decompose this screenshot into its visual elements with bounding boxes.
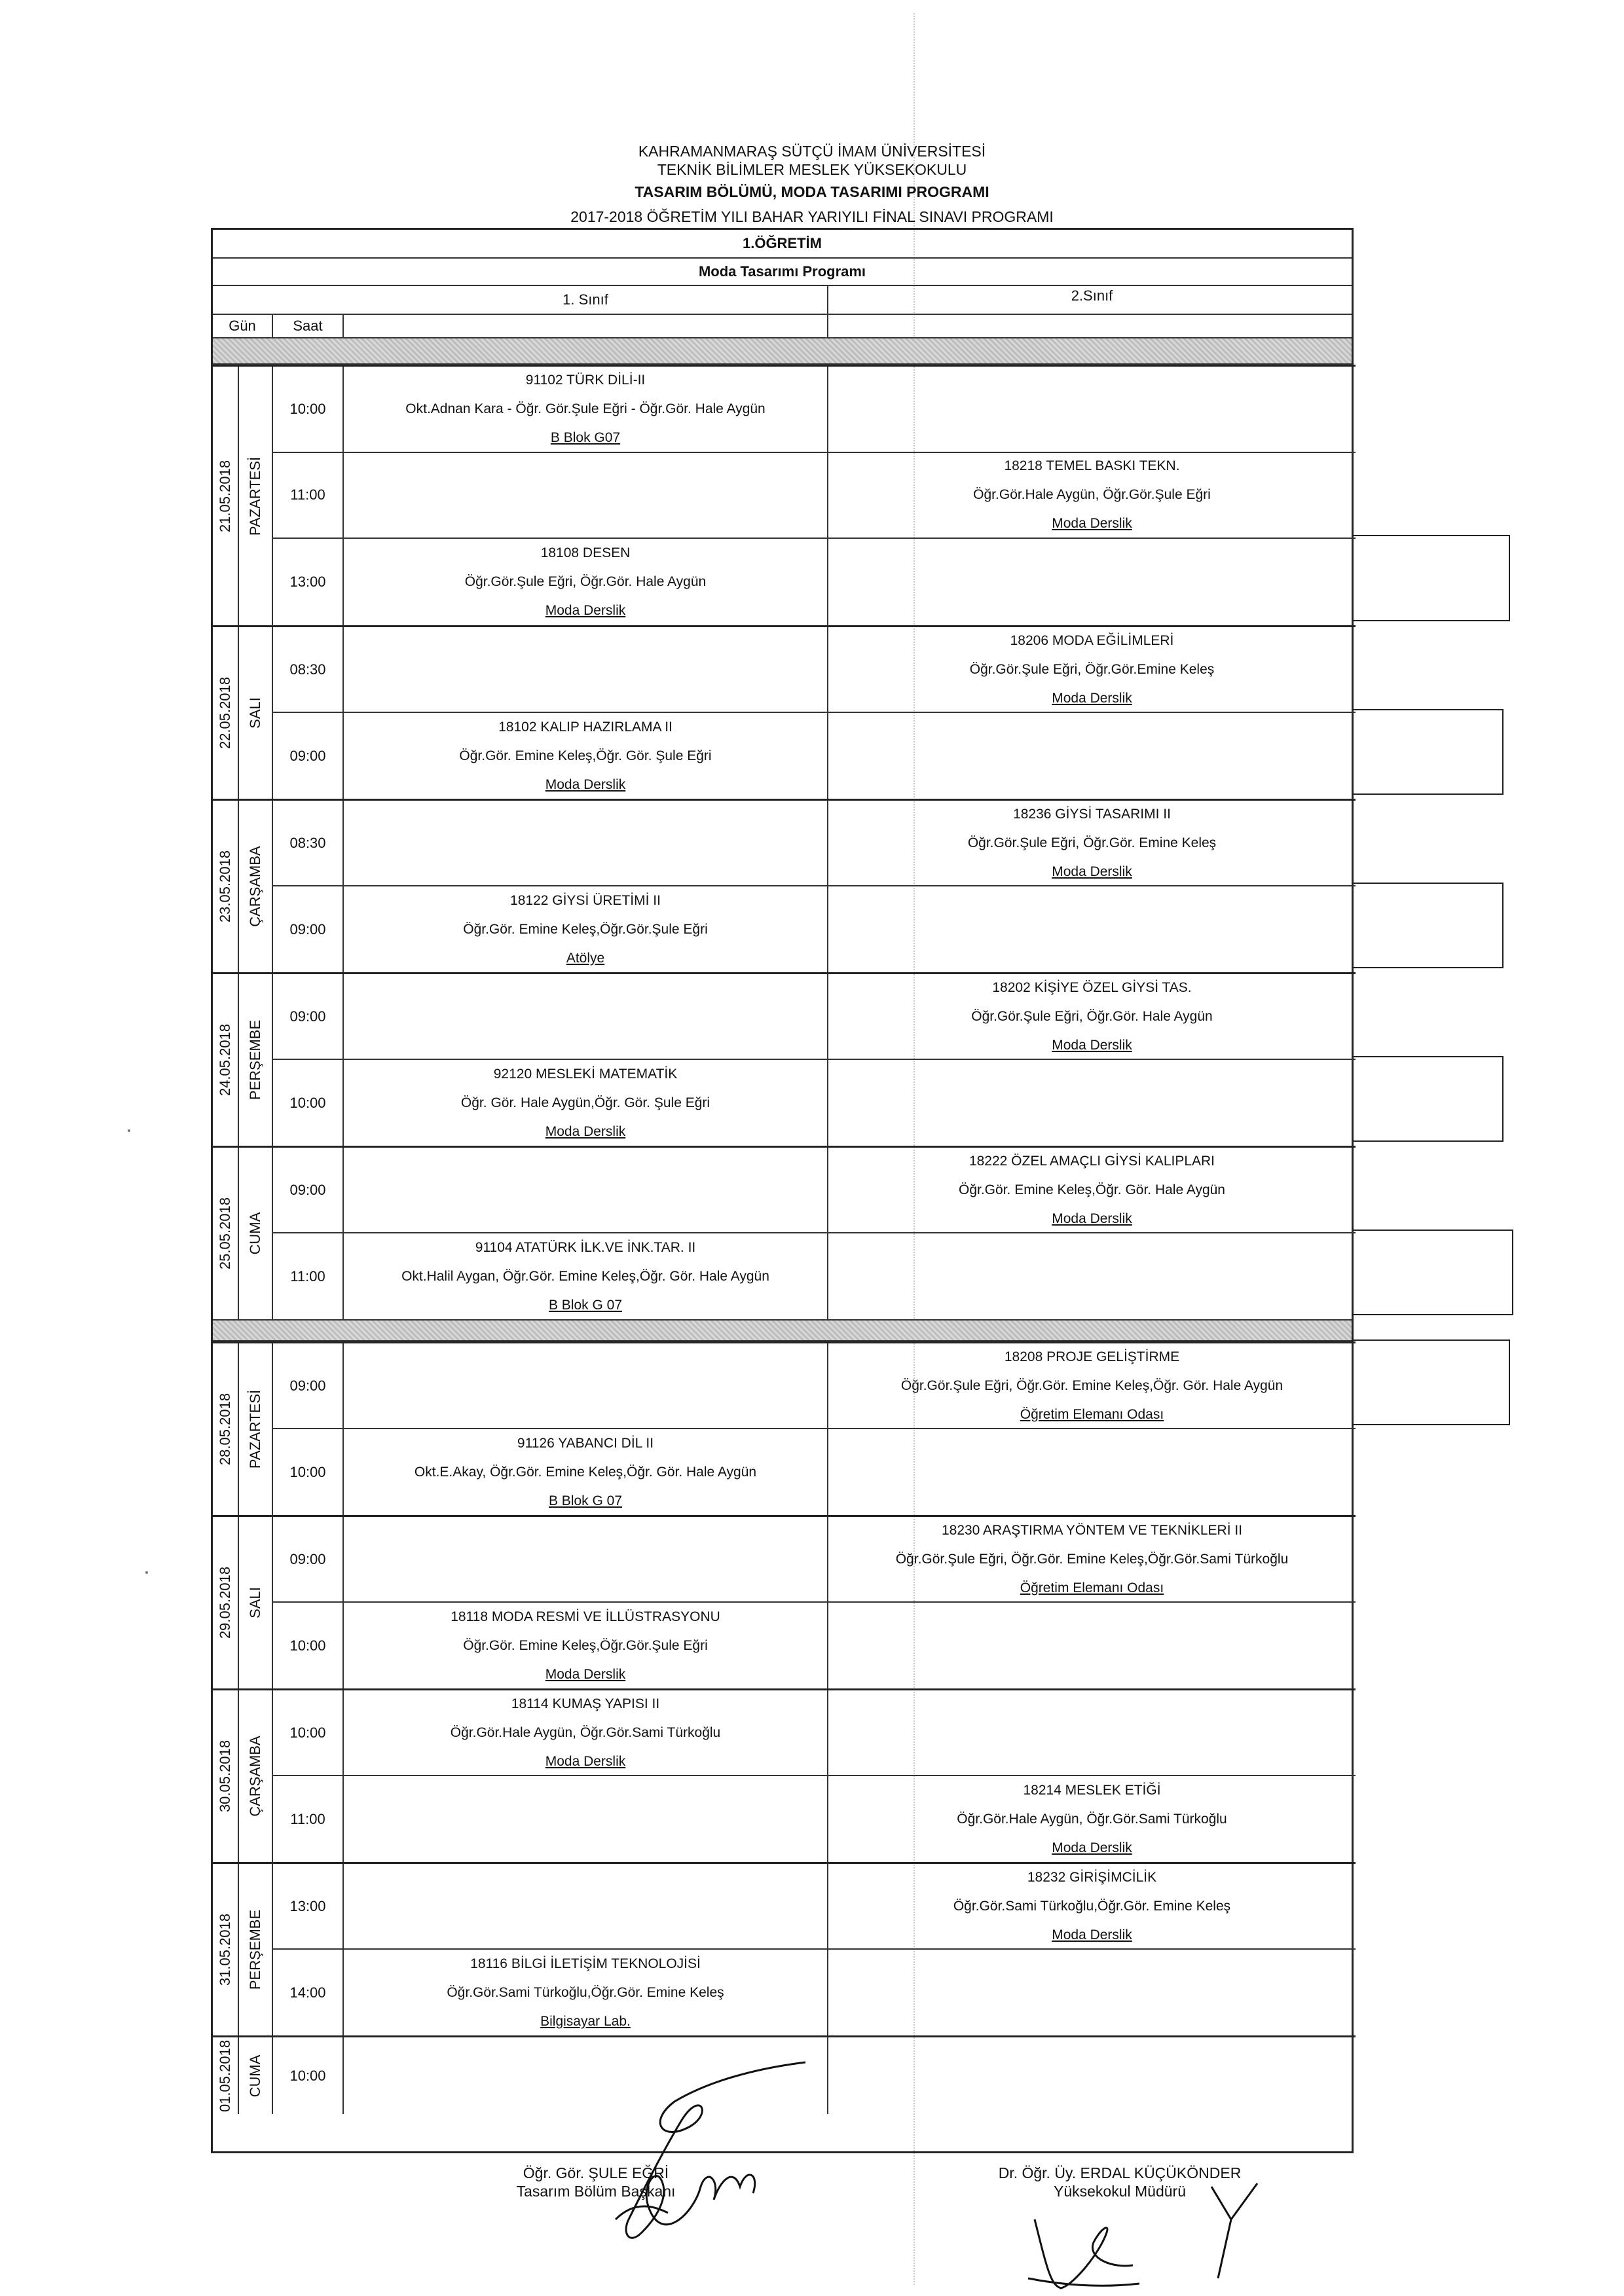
exam-staff: Okt.E.Akay, Öğr.Gör. Emine Keleş,Öğr. Gör. Hale Aygün xyxy=(414,1464,757,1480)
exam-course: 18102 KALIP HAZIRLAMA II xyxy=(498,719,673,735)
day-date: 22.05.2018 xyxy=(217,676,233,750)
class-1-cell xyxy=(344,627,828,712)
exam-entry xyxy=(344,1060,827,1146)
class-2-cell xyxy=(828,1776,1356,1862)
class-1-cell xyxy=(344,1776,828,1862)
week-separator xyxy=(213,1319,1352,1341)
slot-time: 09:00 xyxy=(273,1343,344,1428)
exam-staff: Öğr.Gör. Emine Keleş,Öğr.Gör.Şule Eğri xyxy=(463,921,708,937)
day-date-cell xyxy=(213,367,239,625)
exam-room: Moda Derslik xyxy=(1052,1927,1132,1942)
signer-left-title: Tasarım Bölüm Başkanı xyxy=(516,2183,676,2200)
exam-course: 91104 ATATÜRK İLK.VE İNK.TAR. II xyxy=(475,1239,696,1255)
slot-time: 13:00 xyxy=(273,539,344,625)
class-1-cell xyxy=(344,1603,828,1688)
day-name: SALI xyxy=(247,697,263,729)
exam-room: B Blok G 07 xyxy=(548,1297,623,1313)
slot-time: 09:00 xyxy=(273,886,344,972)
exam-course: 92120 MESLEKİ MATEMATİK xyxy=(493,1066,678,1082)
day-name-cell xyxy=(239,1343,273,1515)
exam-room: Moda Derslik xyxy=(545,776,626,792)
class-2-label: 2.Sınıf xyxy=(1071,287,1113,304)
time-slot-row xyxy=(273,1233,1356,1319)
day-name-cell xyxy=(239,1864,273,2035)
exam-room: Moda Derslik xyxy=(1052,864,1132,879)
day-date: 21.05.2018 xyxy=(217,460,233,532)
exam-entry xyxy=(344,1603,827,1689)
class-2-cell xyxy=(828,2037,1356,2114)
day-date-cell xyxy=(213,1690,239,1862)
exam-staff: Öğr.Gör. Emine Keleş,Öğr. Gör. Şule Eğri xyxy=(459,748,712,763)
day-name: PAZARTESİ xyxy=(247,456,263,536)
exam-course: 18236 GİYSİ TASARIMI II xyxy=(1013,806,1171,822)
exam-course: 18222 ÖZEL AMAÇLI GİYSİ KALIPLARI xyxy=(969,1153,1215,1169)
class-2-cell xyxy=(828,801,1356,885)
education-label: 1.ÖĞRETİM xyxy=(742,235,822,251)
time-slot-row xyxy=(273,627,1356,713)
class-2-cell xyxy=(828,1429,1356,1515)
day-name-cell xyxy=(239,367,273,625)
time-slot-row xyxy=(273,367,1356,453)
time-slot-row xyxy=(273,1950,1356,2035)
day-name: PERŞEMBE xyxy=(247,1019,263,1101)
day-name-cell xyxy=(239,801,273,972)
exam-staff: Öğr.Gör.Şule Eğri, Öğr.Gör. Emine Keleş xyxy=(967,835,1217,850)
slot-time: 10:00 xyxy=(273,1429,344,1515)
signer-right-title: Yüksekokul Müdürü xyxy=(1054,2183,1186,2200)
class-1-cell xyxy=(344,1690,828,1775)
exam-course: 18114 KUMAŞ YAPISI II xyxy=(511,1696,660,1711)
exam-room: Moda Derslik xyxy=(545,1123,626,1139)
exam-entry xyxy=(344,1233,827,1320)
day-name: PAZARTESİ xyxy=(247,1389,263,1469)
slot-time: 08:30 xyxy=(273,627,344,712)
exam-course: 18214 MESLEK ETİĞİ xyxy=(1023,1782,1161,1798)
class-2-cell xyxy=(828,627,1356,712)
exam-entry xyxy=(828,1343,1356,1429)
exam-course: 91102 TÜRK DİLİ-II xyxy=(525,372,646,388)
class-2-cell xyxy=(828,1343,1356,1428)
day-date-cell xyxy=(213,1148,239,1319)
day-name-cell xyxy=(239,1148,273,1319)
day-date-cell xyxy=(213,801,239,972)
exam-staff: Okt.Halil Aygan, Öğr.Gör. Emine Keleş,Öğr. Gör. Hale Aygün xyxy=(401,1268,769,1284)
class-2-header xyxy=(828,282,1356,310)
class-row xyxy=(213,286,1352,315)
time-slot-row xyxy=(273,1690,1356,1776)
exam-entry xyxy=(344,366,827,452)
program-label: Moda Tasarımı Programı xyxy=(698,263,866,280)
day-block xyxy=(213,1862,1356,2035)
scan-speck xyxy=(128,1129,130,1132)
exam-course: 18206 MODA EĞİLİMLERİ xyxy=(1010,632,1174,648)
day-date: 28.05.2018 xyxy=(217,1393,233,1466)
day-date: 31.05.2018 xyxy=(217,1913,233,1986)
time-column-header xyxy=(273,315,344,337)
day-date: 25.05.2018 xyxy=(217,1197,233,1270)
time-slot-row xyxy=(273,974,1356,1060)
slot-time: 10:00 xyxy=(273,1603,344,1688)
slot-time: 09:00 xyxy=(273,1148,344,1232)
day-block xyxy=(213,1515,1356,1688)
exam-room: Moda Derslik xyxy=(545,1753,626,1769)
exam-room: Moda Derslik xyxy=(1052,1037,1132,1053)
time-slot-row xyxy=(273,539,1356,625)
department-name: TASARIM BÖLÜMÜ, MODA TASARIMI PROGRAMI xyxy=(635,183,989,200)
exam-staff: Öğr.Gör. Emine Keleş,Öğr. Gör. Hale Aygün xyxy=(959,1182,1225,1197)
exam-entry xyxy=(828,452,1356,538)
slot-time: 10:00 xyxy=(273,1060,344,1146)
overflow-cell-border xyxy=(1352,1230,1513,1315)
exam-room: Moda Derslik xyxy=(1052,1840,1132,1855)
class-1-cell xyxy=(344,974,828,1059)
exam-staff: Öğr.Gör.Hale Aygün, Öğr.Gör.Şule Eğri xyxy=(973,487,1211,503)
day-column-label: Gün xyxy=(229,318,256,334)
exam-course: 18232 GİRİŞİMCİLİK xyxy=(1027,1869,1157,1885)
class-1-cell xyxy=(344,1429,828,1515)
class-1-cell xyxy=(344,1950,828,2035)
class-2-cell xyxy=(828,886,1356,972)
exam-entry xyxy=(828,1516,1356,1603)
exam-staff: Öğr.Gör.Şule Eğri, Öğr.Gör. Hale Aygün xyxy=(971,1008,1213,1024)
exam-room: Öğretim Elemanı Odası xyxy=(1020,1406,1164,1422)
handwritten-signature-left xyxy=(589,2049,825,2265)
day-date: 30.05.2018 xyxy=(217,1740,233,1813)
day-name: SALI xyxy=(247,1587,263,1618)
class-1-label: 1. Sınıf xyxy=(563,291,608,308)
slot-time: 09:00 xyxy=(273,713,344,799)
exam-entry xyxy=(828,1863,1356,1950)
class-2-cell xyxy=(828,453,1356,538)
day-block xyxy=(213,1688,1356,1862)
exam-room: Moda Derslik xyxy=(1052,1211,1132,1226)
slot-time: 11:00 xyxy=(273,453,344,538)
day-name-cell xyxy=(239,974,273,1146)
scan-speck xyxy=(145,1571,148,1574)
class-1-cell xyxy=(344,713,828,799)
day-column-header xyxy=(213,315,273,337)
exam-staff: Öğr.Gör.Şule Eğri, Öğr.Gör. Emine Keleş,Öğr. Gör. Hale Aygün xyxy=(900,1377,1283,1393)
time-slot-row xyxy=(273,713,1356,799)
day-date: 29.05.2018 xyxy=(217,1566,233,1639)
day-date-cell xyxy=(213,1864,239,2035)
day-name: CUMA xyxy=(247,2054,263,2097)
class-2-cell xyxy=(828,1060,1356,1146)
class-1-cell xyxy=(344,367,828,452)
exam-entry xyxy=(828,1147,1356,1233)
exam-course: 91126 YABANCI DİL II xyxy=(517,1435,654,1451)
exam-room: Bilgisayar Lab. xyxy=(540,2013,631,2029)
school-name: TEKNİK BİLİMLER MESLEK YÜKSEKOKULU xyxy=(657,161,967,178)
overflow-cell-border xyxy=(1352,883,1504,968)
exam-staff: Öğr.Gör.Sami Türkoğlu,Öğr.Gör. Emine Keleş xyxy=(953,1898,1231,1914)
day-block xyxy=(213,1146,1356,1319)
day-date: 01.05.2018 xyxy=(217,2039,233,2112)
day-block xyxy=(213,1341,1356,1515)
class-1-cell xyxy=(344,1148,828,1232)
day-date-cell xyxy=(213,627,239,799)
exam-room: Moda Derslik xyxy=(545,603,626,619)
class-2-cell xyxy=(828,367,1356,452)
exam-staff: Öğr.Gör.Hale Aygün, Öğr.Gör.Sami Türkoğlu xyxy=(450,1724,721,1740)
time-slot-row xyxy=(273,886,1356,972)
slot-time: 08:30 xyxy=(273,801,344,885)
exam-entry xyxy=(344,1950,827,2036)
exam-course: 18230 ARAŞTIRMA YÖNTEM VE TEKNİKLERİ II xyxy=(941,1522,1243,1538)
class-2-cell xyxy=(828,1603,1356,1688)
time-slot-row xyxy=(273,1864,1356,1950)
class-1-cell xyxy=(344,801,828,885)
exam-entry xyxy=(828,627,1356,713)
exam-course: 18218 TEMEL BASKI TEKN. xyxy=(1004,458,1180,474)
exam-course: 18108 DESEN xyxy=(540,545,631,561)
day-name-cell xyxy=(239,1690,273,1862)
day-date-cell xyxy=(213,974,239,1146)
exam-entry xyxy=(344,1429,827,1516)
class-1-header xyxy=(344,286,828,314)
exam-course: 18116 BİLGİ İLETİŞİM TEKNOLOJİSİ xyxy=(470,1956,701,1971)
overflow-cell-border xyxy=(1352,1339,1510,1425)
exam-room: Moda Derslik xyxy=(1052,516,1132,532)
overflow-cell-border xyxy=(1352,535,1510,621)
exam-room: B Blok G07 xyxy=(550,429,621,445)
day-block xyxy=(213,972,1356,1146)
class-2-cell xyxy=(828,713,1356,799)
day-block xyxy=(213,365,1356,625)
exam-staff: Okt.Adnan Kara - Öğr. Gör.Şule Eğri - Öğr.Gör. Hale Aygün xyxy=(405,401,766,416)
time-slot-row xyxy=(273,453,1356,539)
exam-schedule-table xyxy=(211,228,1354,2153)
class-1-cell xyxy=(344,886,828,972)
exam-course: 18122 GİYSİ ÜRETİMİ II xyxy=(510,892,661,908)
slot-time: 10:00 xyxy=(273,1690,344,1775)
column-header-row xyxy=(213,315,1352,337)
exam-title: 2017-2018 ÖĞRETİM YILI BAHAR YARIYILI FİNAL SINAVI PROGRAMI xyxy=(570,208,1054,225)
exam-room: Moda Derslik xyxy=(1052,690,1132,706)
class-1-cell xyxy=(344,453,828,538)
exam-staff: Öğr.Gör.Şule Eğri, Öğr.Gör.Emine Keleş xyxy=(969,661,1215,677)
time-slot-row xyxy=(273,1060,1356,1146)
day-name: CUMA xyxy=(247,1212,263,1255)
overflow-cell-border xyxy=(1352,1056,1504,1142)
day-date: 23.05.2018 xyxy=(217,850,233,923)
class-2-cell xyxy=(828,1517,1356,1601)
exam-entry xyxy=(344,713,827,799)
exam-entry xyxy=(828,974,1356,1060)
exam-staff: Öğr.Gör. Emine Keleş,Öğr.Gör.Şule Eğri xyxy=(463,1637,708,1653)
slot-time: 10:00 xyxy=(273,2037,344,2114)
exam-staff: Öğr.Gör.Şule Eğri, Öğr.Gör. Emine Keleş,Öğr.Gör.Sami Türkoğlu xyxy=(895,1551,1289,1567)
class-2-cell xyxy=(828,1690,1356,1775)
day-date: 24.05.2018 xyxy=(217,1023,233,1097)
exam-room: Öğretim Elemanı Odası xyxy=(1020,1580,1164,1595)
exam-course: 18202 KİŞİYE ÖZEL GİYSİ TAS. xyxy=(992,979,1192,995)
university-name: KAHRAMANMARAŞ SÜTÇÜ İMAM ÜNİVERSİTESİ xyxy=(638,143,986,160)
exam-room: B Blok G 07 xyxy=(548,1493,623,1508)
exam-entry xyxy=(828,800,1356,886)
time-slot-row xyxy=(273,1603,1356,1688)
day-block xyxy=(213,799,1356,972)
day-name-cell xyxy=(239,627,273,799)
time-slot-row xyxy=(273,1776,1356,1862)
week-separator xyxy=(213,337,1352,365)
exam-entry xyxy=(344,539,827,625)
class-2-cell xyxy=(828,974,1356,1059)
overflow-cell-border xyxy=(1352,709,1504,795)
exam-staff: Öğr. Gör. Hale Aygün,Öğr. Gör. Şule Eğri xyxy=(460,1095,710,1110)
exam-staff: Öğr.Gör.Hale Aygün, Öğr.Gör.Sami Türkoğlu xyxy=(957,1811,1227,1827)
time-column-label: Saat xyxy=(293,318,323,334)
time-slot-row xyxy=(273,1429,1356,1515)
exam-course: 18118 MODA RESMİ VE İLLÜSTRASYONU xyxy=(451,1609,720,1624)
day-name: PERŞEMBE xyxy=(247,1909,263,1990)
slot-time: 13:00 xyxy=(273,1864,344,1948)
exam-entry xyxy=(344,1690,827,1776)
class-1-subheader xyxy=(344,315,828,337)
day-name: ÇARŞAMBA xyxy=(247,846,263,927)
day-name: ÇARŞAMBA xyxy=(247,1736,263,1817)
class-2-cell xyxy=(828,1233,1356,1319)
slot-time: 11:00 xyxy=(273,1233,344,1319)
day-name-cell xyxy=(239,1517,273,1688)
class-1-cell xyxy=(344,1233,828,1319)
exam-room: Moda Derslik xyxy=(545,1666,626,1682)
time-slot-row xyxy=(273,1517,1356,1603)
time-slot-row xyxy=(273,1343,1356,1429)
handwritten-signature-right xyxy=(1022,2180,1270,2295)
class-1-cell xyxy=(344,539,828,625)
class-2-cell xyxy=(828,1950,1356,2035)
slot-time: 11:00 xyxy=(273,1776,344,1862)
time-slot-row xyxy=(273,1148,1356,1233)
day-date-cell xyxy=(213,2037,239,2114)
day-date-cell xyxy=(213,1517,239,1688)
slot-time: 09:00 xyxy=(273,974,344,1059)
exam-entry xyxy=(828,1776,1356,1863)
class-2-cell xyxy=(828,539,1356,625)
class-1-cell xyxy=(344,1517,828,1601)
exam-staff: Öğr.Gör.Sami Türkoğlu,Öğr.Gör. Emine Keleş xyxy=(447,1984,724,2000)
slot-time: 10:00 xyxy=(273,367,344,452)
class-2-cell xyxy=(828,1864,1356,1948)
signer-right-name: Dr. Öğr. Üy. ERDAL KÜÇÜKÖNDER xyxy=(998,2164,1242,2181)
exam-room: Atölye xyxy=(566,950,605,966)
class-2-cell xyxy=(828,1148,1356,1232)
class-1-cell xyxy=(344,1060,828,1146)
time-slot-row xyxy=(273,801,1356,886)
signer-left-name: Öğr. Gör. ŞULE EĞRİ xyxy=(523,2164,669,2181)
slot-time: 09:00 xyxy=(273,1517,344,1601)
exam-staff: Öğr.Gör.Şule Eğri, Öğr.Gör. Hale Aygün xyxy=(464,574,707,590)
education-row xyxy=(213,230,1352,259)
class-1-cell xyxy=(344,1343,828,1428)
day-date-cell xyxy=(213,1343,239,1515)
day-block xyxy=(213,625,1356,799)
exam-entry xyxy=(344,886,827,973)
slot-time: 14:00 xyxy=(273,1950,344,2035)
class-1-cell xyxy=(344,1864,828,1948)
day-name-cell xyxy=(239,2037,273,2114)
exam-course: 18208 PROJE GELİŞTİRME xyxy=(1004,1349,1180,1364)
